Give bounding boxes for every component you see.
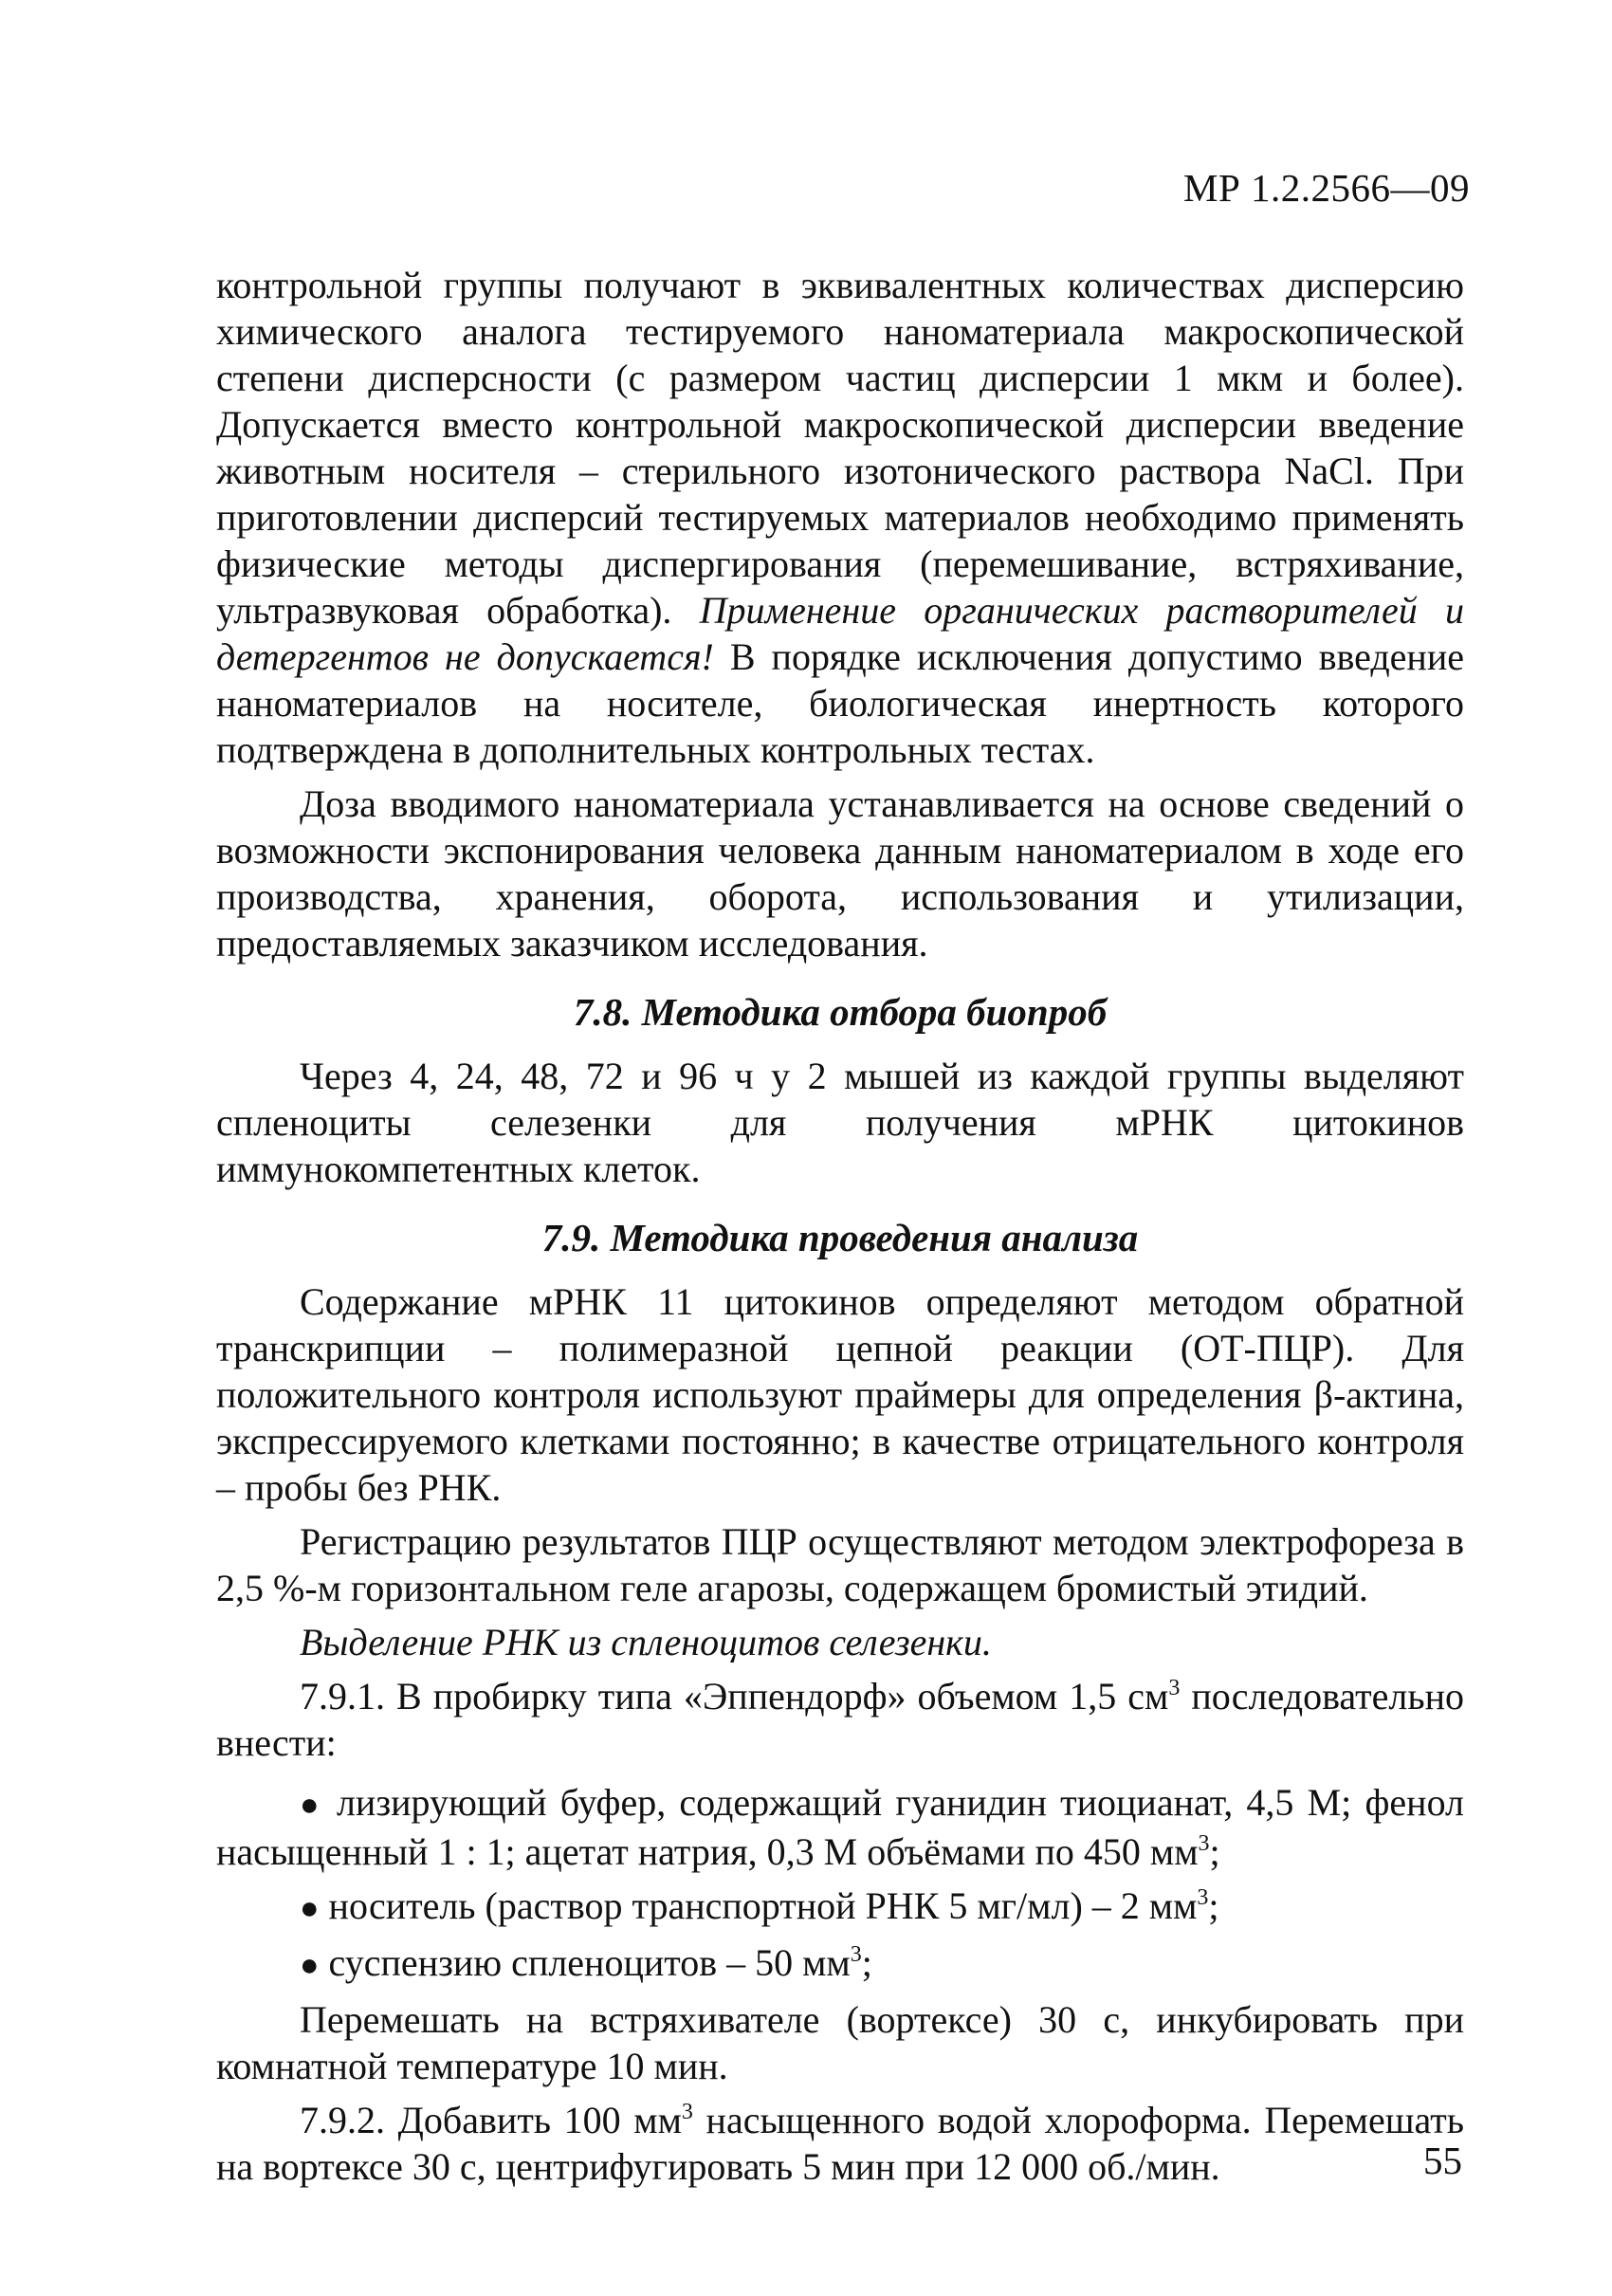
paragraph-mix-incubate: Перемешать на встряхивателе (вортексе) 30 с, инкубировать при комнатной температуре 10 мин. bbox=[216, 1998, 1464, 2087]
bullet-text: ; bbox=[861, 1941, 872, 1984]
paragraph-biosampling: Через 4, 24, 48, 72 и 96 ч у 2 мышей из каждой группы выделяют спленоциты селезенки для получения мРНК цитокинов иммунокомпетентных клеток. bbox=[216, 1055, 1464, 1190]
paragraph-text: В порядке исключения допустимо введение наноматериалов на носителе, биологическая инертность которого подтверждена в дополнительных контрольных тестах. bbox=[216, 635, 1465, 771]
bullet-text: носитель (раствор транспортной РНК 5 мг/мл) – 2 мм bbox=[319, 1884, 1198, 1927]
bullet-item-lysis-buffer bbox=[216, 1779, 1464, 1875]
bullet-item-carrier bbox=[216, 1883, 1464, 1932]
paragraph-text: контрольной группы получают в эквивалентных количествах дисперсию химического аналога тестируемого наноматериала макроскопической степени дисперсности (с размером частиц дисперсии 1 мкм и более). Допускается вместо контрольной макроскопической дисперсии введение животным носителя – стерильного изотонического раствора NaCl. При приготовлении дисперсий тестируемых материалов необходимо применять физические методы диспергирования (перемешивание, встряхивание, ультразвуковая обработка). bbox=[216, 264, 1464, 632]
subheading-rna-isolation: Выделение РНК из спленоцитов селезенки. bbox=[300, 1621, 992, 1663]
step-text: 7.9.1. В пробирку типа «Эппендорф» объемом 1,5 см bbox=[300, 1675, 1169, 1717]
step-text: последовательно внести: bbox=[216, 1675, 1464, 1764]
document-code-header: МР 1.2.2566—09 bbox=[1182, 166, 1470, 210]
bullet-text: ; bbox=[1208, 1884, 1219, 1927]
bullet-text: суспензию спленоцитов – 50 мм bbox=[319, 1941, 851, 1984]
paragraph-mrna-content: Содержание мРНК 11 цитокинов определяют методом обратной транскрипции – полимеразной цепной реакции (ОТ-ПЦР). Для положительного контроля используют праймеры для определения β-актина, экспрессируемого клетками постоянно; в качестве отрицательного контроля – пробы без РНК. bbox=[216, 1280, 1464, 1509]
bullet-icon: ● bbox=[300, 1788, 323, 1823]
paragraph-step-7-9-1 bbox=[216, 1673, 1464, 1766]
section-heading-7-9: 7.9. Методика проведения анализа bbox=[541, 1216, 1139, 1259]
bullet-item-splenocytes bbox=[216, 1939, 1464, 1989]
italic-warning: Применение органических растворителей и детергентов не допускается! bbox=[216, 589, 1464, 678]
superscript: 3 bbox=[681, 2100, 693, 2124]
step-text: насыщенного водой хлороформа. Перемешать на вортексе 30 с, центрифугировать 5 мин при 12 000 об./мин. bbox=[216, 2099, 1464, 2188]
page-number: 55 bbox=[1423, 2139, 1462, 2182]
paragraph-electrophoresis: Регистрацию результатов ПЦР осуществляют методом электрофореза в 2,5 %-м горизонтальном геле агарозы, содержащем бромистый этидий. bbox=[216, 1520, 1464, 1609]
section-heading-7-8: 7.8. Методика отбора биопроб bbox=[573, 990, 1108, 1034]
superscript: 3 bbox=[1168, 1676, 1181, 1700]
superscript: 3 bbox=[850, 1942, 862, 1967]
bullet-text: лизирующий буфер, содержащий гуанидин тиоцианат, 4,5 М; фенол насыщенный 1 : 1; ацетат натрия, 0,3 М объёмами по 450 мм bbox=[216, 1781, 1464, 1873]
bullet-text: ; bbox=[1209, 1830, 1220, 1873]
superscript: 3 bbox=[1197, 1885, 1209, 1910]
page-body bbox=[216, 262, 1464, 2190]
step-text: 7.9.2. Добавить 100 мм bbox=[300, 2099, 682, 2141]
bullet-icon: ● bbox=[300, 1948, 320, 1983]
paragraph-step-7-9-2 bbox=[216, 2097, 1464, 2190]
paragraph-control-group bbox=[216, 262, 1464, 773]
paragraph-dose: Доза вводимого наноматериала устанавливается на основе сведений о возможности экспонирования человека данным наноматериалом в ходе его производства, хранения, оборота, использования и утилизации, предоставляемых заказчиком исследования. bbox=[216, 782, 1464, 964]
bullet-icon: ● bbox=[300, 1891, 320, 1926]
superscript: 3 bbox=[1198, 1831, 1210, 1856]
